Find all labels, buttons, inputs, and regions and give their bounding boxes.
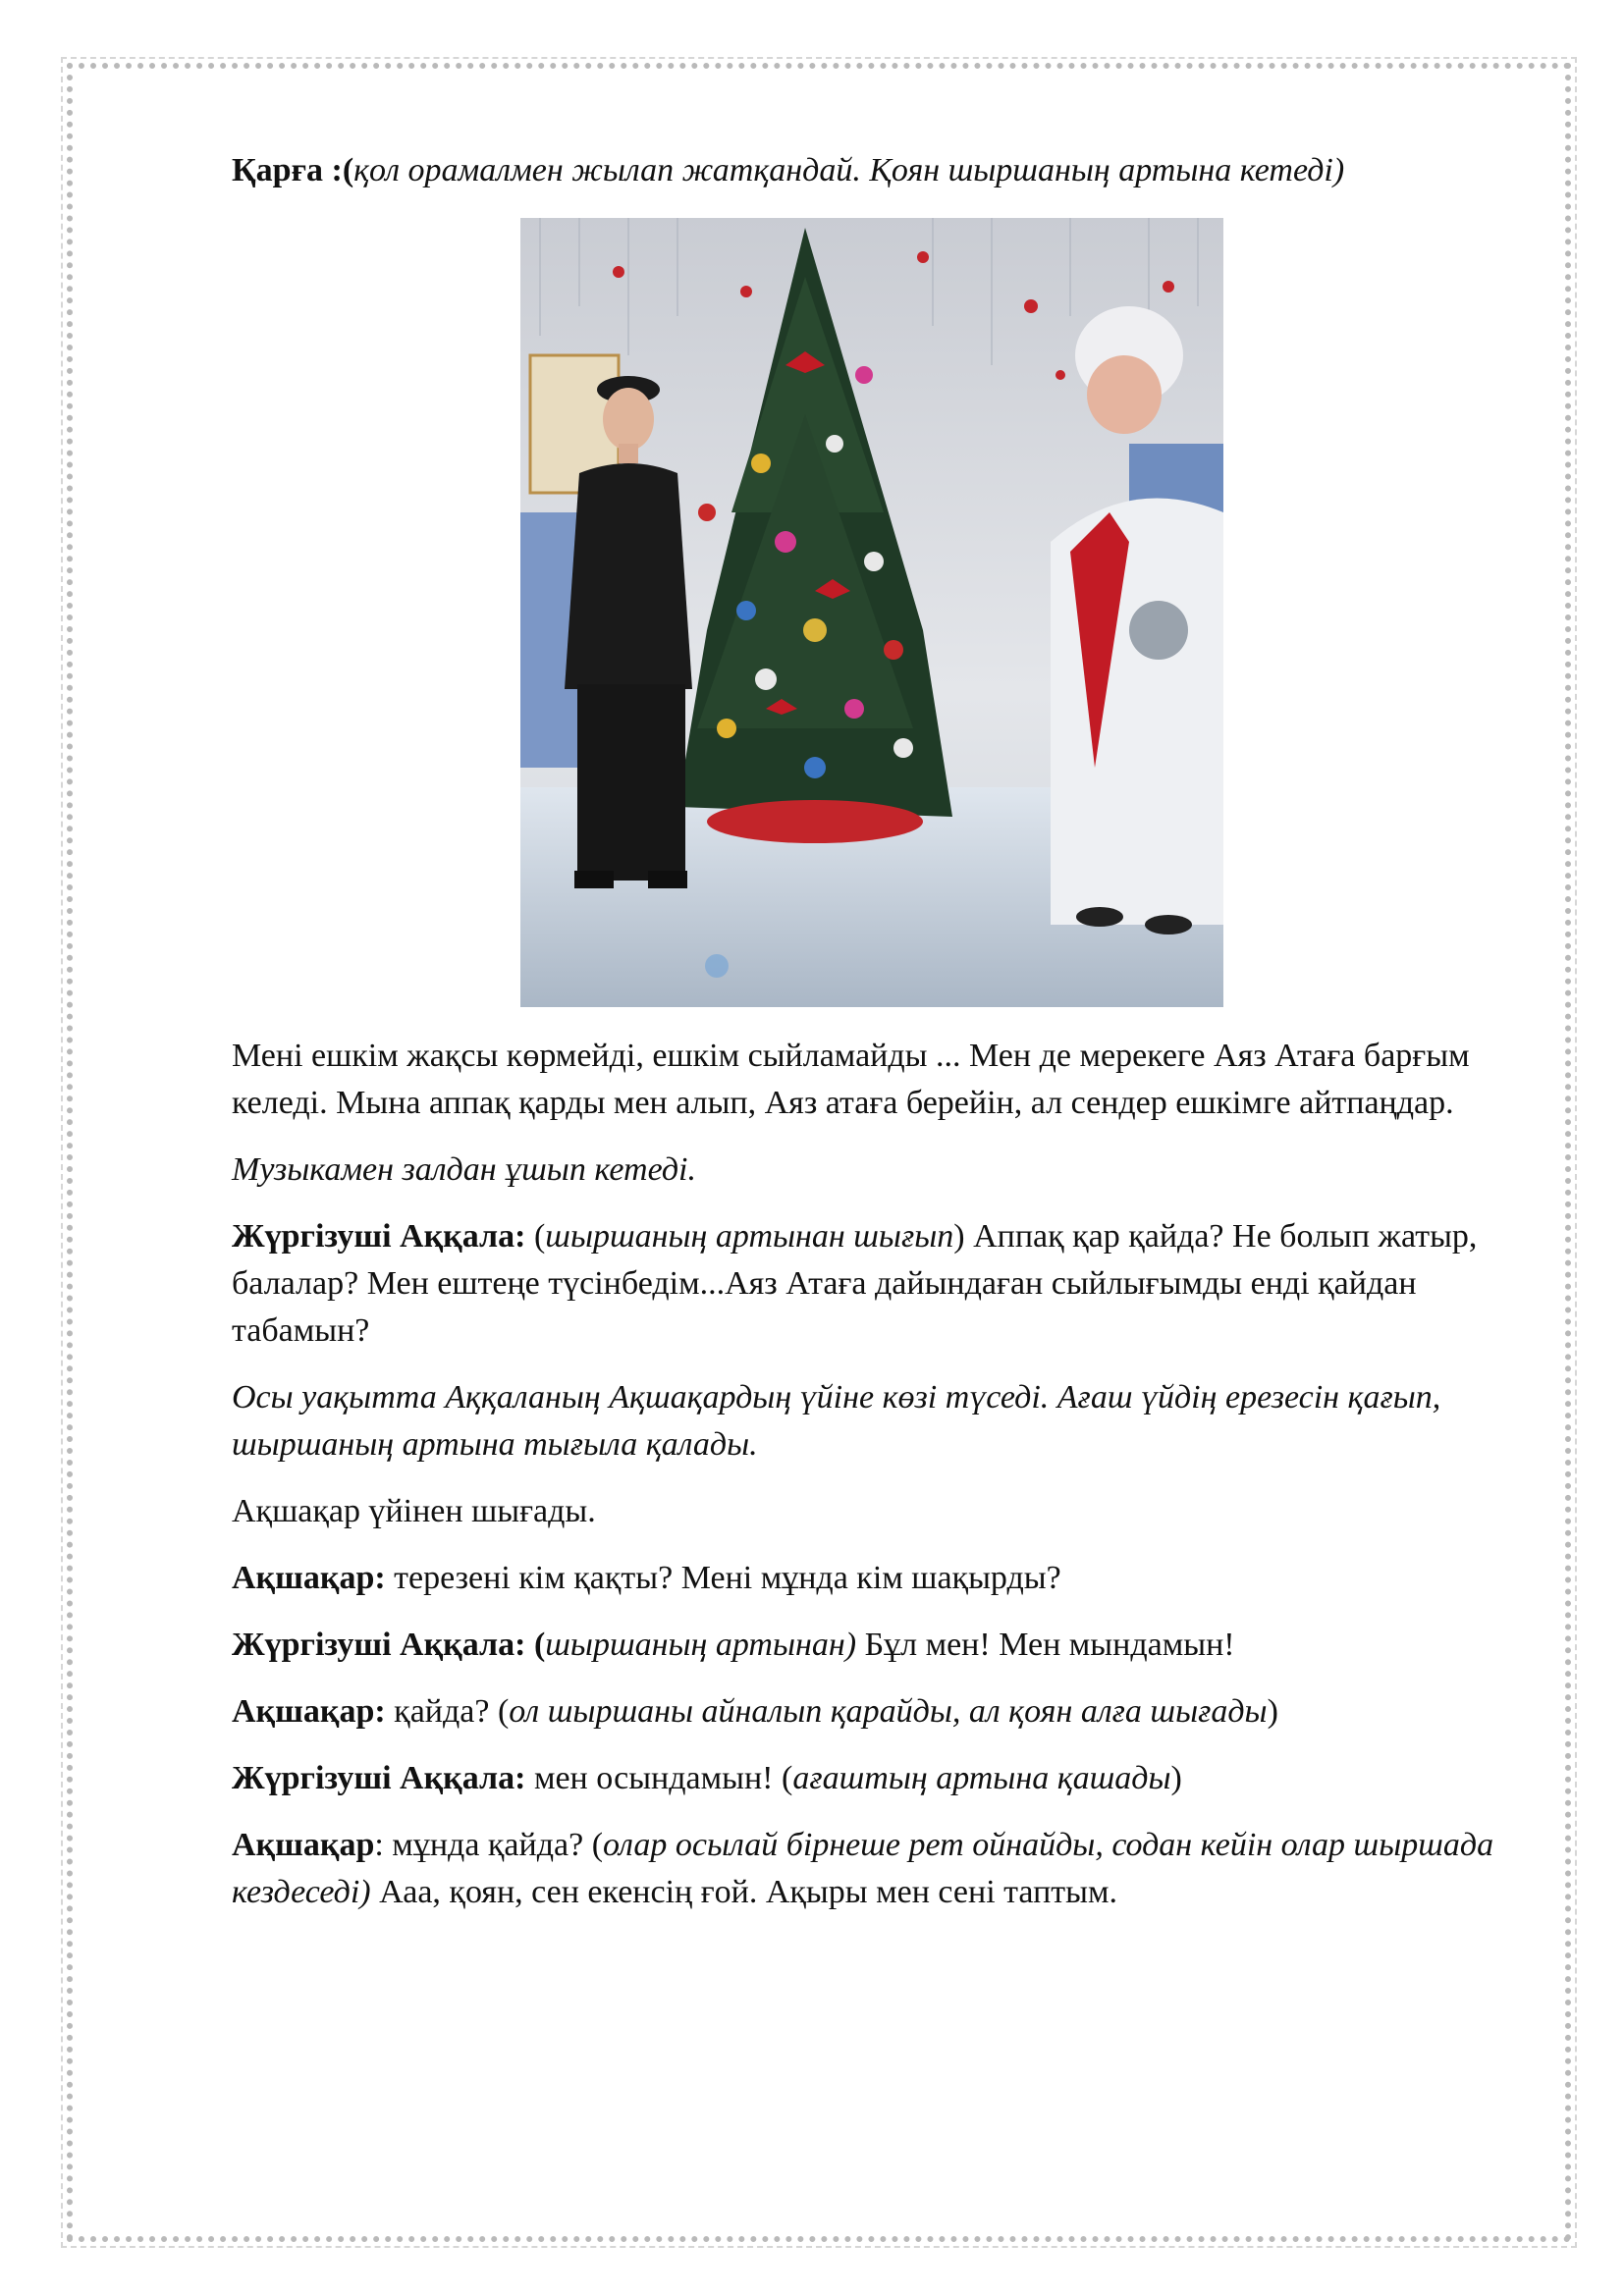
paragraph-karga bbox=[232, 147, 1508, 194]
speaker-presenter: Жүргізуші Аққала: ( bbox=[232, 1627, 546, 1663]
paragraph-presenter-1: Жүргізуші Аққала: (шыршаның артынан шығып) Аппақ қар қайда? Не болып жатыр, балалар? Мен ештеңе түсінбедім...Аяз Атаға дайындаған сыйлығымды енді қайдан табамын? bbox=[232, 1218, 1478, 1349]
paragraph-direction-window bbox=[232, 1374, 1508, 1468]
speaker-karga: Қарға :( bbox=[232, 152, 354, 188]
paragraph-akshakar-1 bbox=[232, 1555, 1508, 1602]
document-body bbox=[232, 147, 1508, 1916]
paragraph-akshakar-3 bbox=[232, 1822, 1508, 1916]
paragraph-akshakar-2: Ақшақар: қайда? (ол шыршаны айналып қарайды, ал қоян алға шығады) bbox=[232, 1693, 1278, 1730]
paragraph-akshakar-exits: Ақшақар үйінен шығады. bbox=[232, 1493, 596, 1529]
stage-direction: қол орамалмен жылап жатқандай. Қоян шыршаның артына кетеді) bbox=[353, 152, 1345, 188]
dialogue-text: мен осындамын! ( bbox=[525, 1760, 793, 1796]
christmas-tree-photo bbox=[520, 218, 1223, 1007]
stage-direction: олар осылай бірнеше рет ойнайды, содан кейін олар шыршада кездеседі) bbox=[232, 1827, 1494, 1910]
stage-direction: Осы уақытта Аққаланың Ақшақардың үйіне көзі түседі. Ағаш үйдің ерезесін қағып, шыршаның артына тығыла қалады. bbox=[232, 1379, 1441, 1463]
paragraph-music-direction bbox=[232, 1147, 1508, 1194]
dialogue-text: : мұнда қайда? ( bbox=[374, 1827, 604, 1863]
dialogue-text: Ааа, қоян, сен екенсің ғой. Ақыры мен сені таптым. bbox=[370, 1874, 1117, 1910]
dialogue-text: ) Аппақ қар қайда? Не болып жатыр, балалар? Мен ештеңе түсінбедім...Аяз Атаға дайындаған сыйлығымды енді қайдан табамын? bbox=[232, 1218, 1478, 1349]
speaker-akshakar: Ақшақар bbox=[232, 1827, 375, 1863]
stage-direction: ол шыршаны айналып қарайды, ал қоян алға шығады bbox=[509, 1693, 1268, 1730]
speaker-presenter: Жүргізуші Аққала: bbox=[232, 1760, 526, 1796]
paragraph-monologue: Мені ешкім жақсы көрмейді, ешкім сыйламайды ... Мен де мерекеге Аяз Атаға барғым келеді. Мына аппақ қарды мен алып, Аяз атаға берейін, ал сендер ешкімге айтпаңдар. bbox=[232, 1038, 1470, 1121]
stage-direction: шыршаның артынан) bbox=[545, 1627, 857, 1663]
stage-direction: ағаштың артына қашады bbox=[792, 1760, 1171, 1796]
paragraph-presenter-2 bbox=[232, 1622, 1508, 1669]
dialogue-text: Бұл мен! Мен мындамын! bbox=[856, 1627, 1235, 1663]
paragraph-presenter-3: Жүргізуші Аққала: мен осындамын! (ағаштың артына қашады) bbox=[232, 1760, 1182, 1796]
dialogue-text: терезені кім қақты? Мені мұнда кім шақырды? bbox=[385, 1560, 1061, 1596]
speaker-akshakar: Ақшақар: bbox=[232, 1693, 386, 1730]
stage-direction: Музыкамен залдан ұшып кетеді. bbox=[232, 1151, 696, 1188]
dialogue-text: қайда? ( bbox=[385, 1693, 510, 1730]
speaker-presenter: Жүргізуші Аққала: bbox=[232, 1218, 526, 1255]
speaker-akshakar: Ақшақар: bbox=[232, 1560, 386, 1596]
stage-direction: шыршаның артынан шығып bbox=[545, 1218, 954, 1255]
